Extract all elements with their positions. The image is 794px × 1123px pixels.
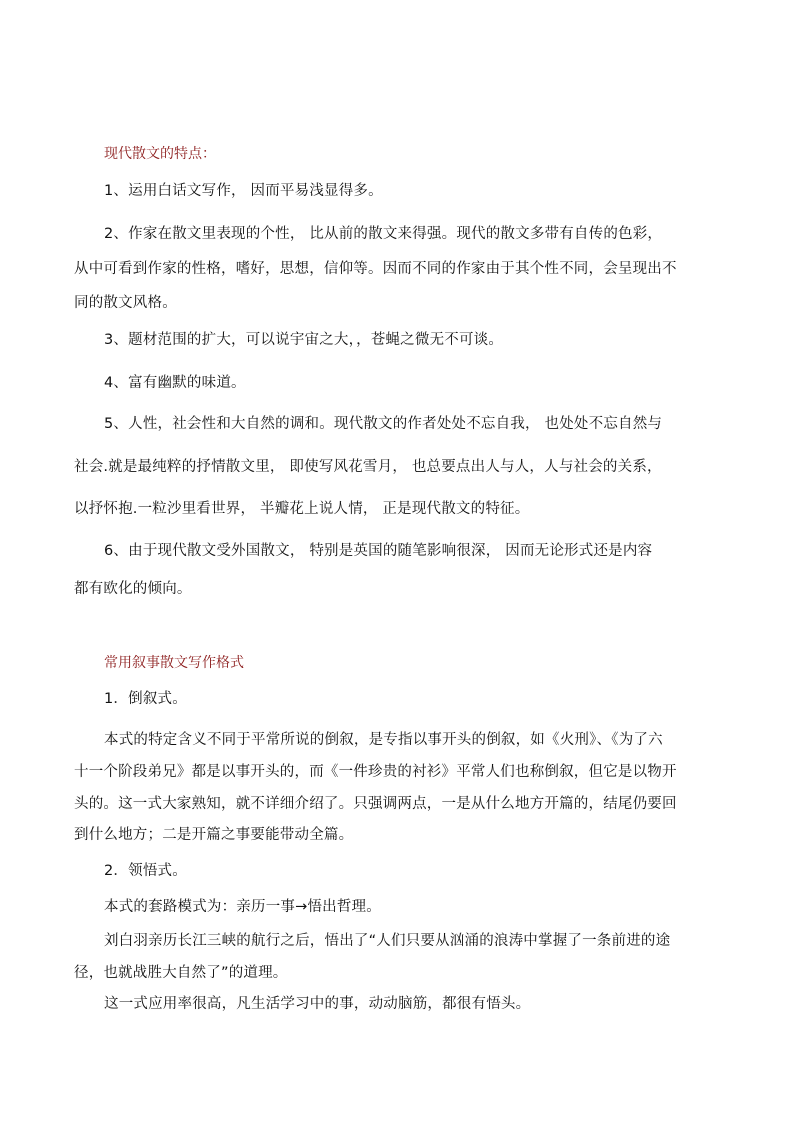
paragraph-4-line-1: 这一式应用率很高，凡生活学习中的事，动动脑筋，都很有悟头。	[104, 996, 531, 1012]
paragraph-1-line-3: 头的。这一式大家熟知，就不详细介绍了。只强调两点，一是从什么地方开篇的，结尾仍要回	[74, 796, 677, 812]
list-item-6-line-2: 都有欧化的倾向。	[74, 581, 192, 597]
paragraph-3-line-1: 刘白羽亲历长江三峡的航行之后，悟出了“人们只要从汹涌的浪涛中掌握了一条前进的途	[104, 933, 671, 949]
subheading-insight: 2．领悟式。	[104, 863, 187, 879]
list-item-4: 4、富有幽默的味道。	[104, 375, 246, 391]
paragraph-1-line-1: 本式的特定含义不同于平常所说的倒叙，是专指以事开头的倒叙，如《火刑》、《为了六	[104, 732, 663, 748]
paragraph-1-line-2: 十一个阶段弟兄》都是以事开头的，而《一件珍贵的衬衫》平常人们也称倒叙，但它是以物开	[74, 764, 677, 780]
list-item-2-line-2: 从中可看到作家的性格，嗜好，思想，信仰等。因而不同的作家由于其个性不同，会呈现出不	[74, 261, 677, 277]
paragraph-2-line-1: 本式的套路模式为：亲历一事→悟出哲理。	[104, 899, 381, 915]
list-item-2-line-1: 2、作家在散文里表现的个性， 比从前的散文来得强。现代的散文多带有自传的色彩，	[104, 226, 663, 242]
list-item-5-line-1: 5、人性，社会性和大自然的调和。现代散文的作者处处不忘自我， 也处处不忘自然与	[104, 416, 663, 432]
list-item-5-line-2: 社会.就是最纯粹的抒情散文里， 即使写风花雪月， 也总要点出人与人，人与社会的关系，	[74, 459, 662, 475]
list-item-3: 3、题材范围的扩大，可以说宇宙之大，，苍蝇之微无不可谈。	[104, 332, 504, 348]
paragraph-3-line-2: 径，也就战胜大自然了”的道理。	[74, 965, 288, 981]
paragraph-1-line-4: 到什么地方；二是开篇之事要能带动全篇。	[74, 827, 354, 843]
list-item-2-line-3: 同的散文风格。	[74, 295, 177, 311]
list-item-1: 1、运用白话文写作， 因而平易浅显得多。	[104, 183, 383, 199]
subheading-flashback: 1．倒叙式。	[104, 691, 187, 707]
section-heading-narrative-formats: 常用叙事散文写作格式	[104, 655, 244, 671]
list-item-6-line-1: 6、由于现代散文受外国散文， 特别是英国的随笔影响很深， 因而无论形式还是内容	[104, 543, 653, 559]
list-item-5-line-3: 以抒怀抱.一粒沙里看世界， 半瓣花上说人情， 正是现代散文的特征。	[74, 501, 530, 517]
section-heading-modern-prose: 现代散文的特点：	[104, 146, 216, 162]
